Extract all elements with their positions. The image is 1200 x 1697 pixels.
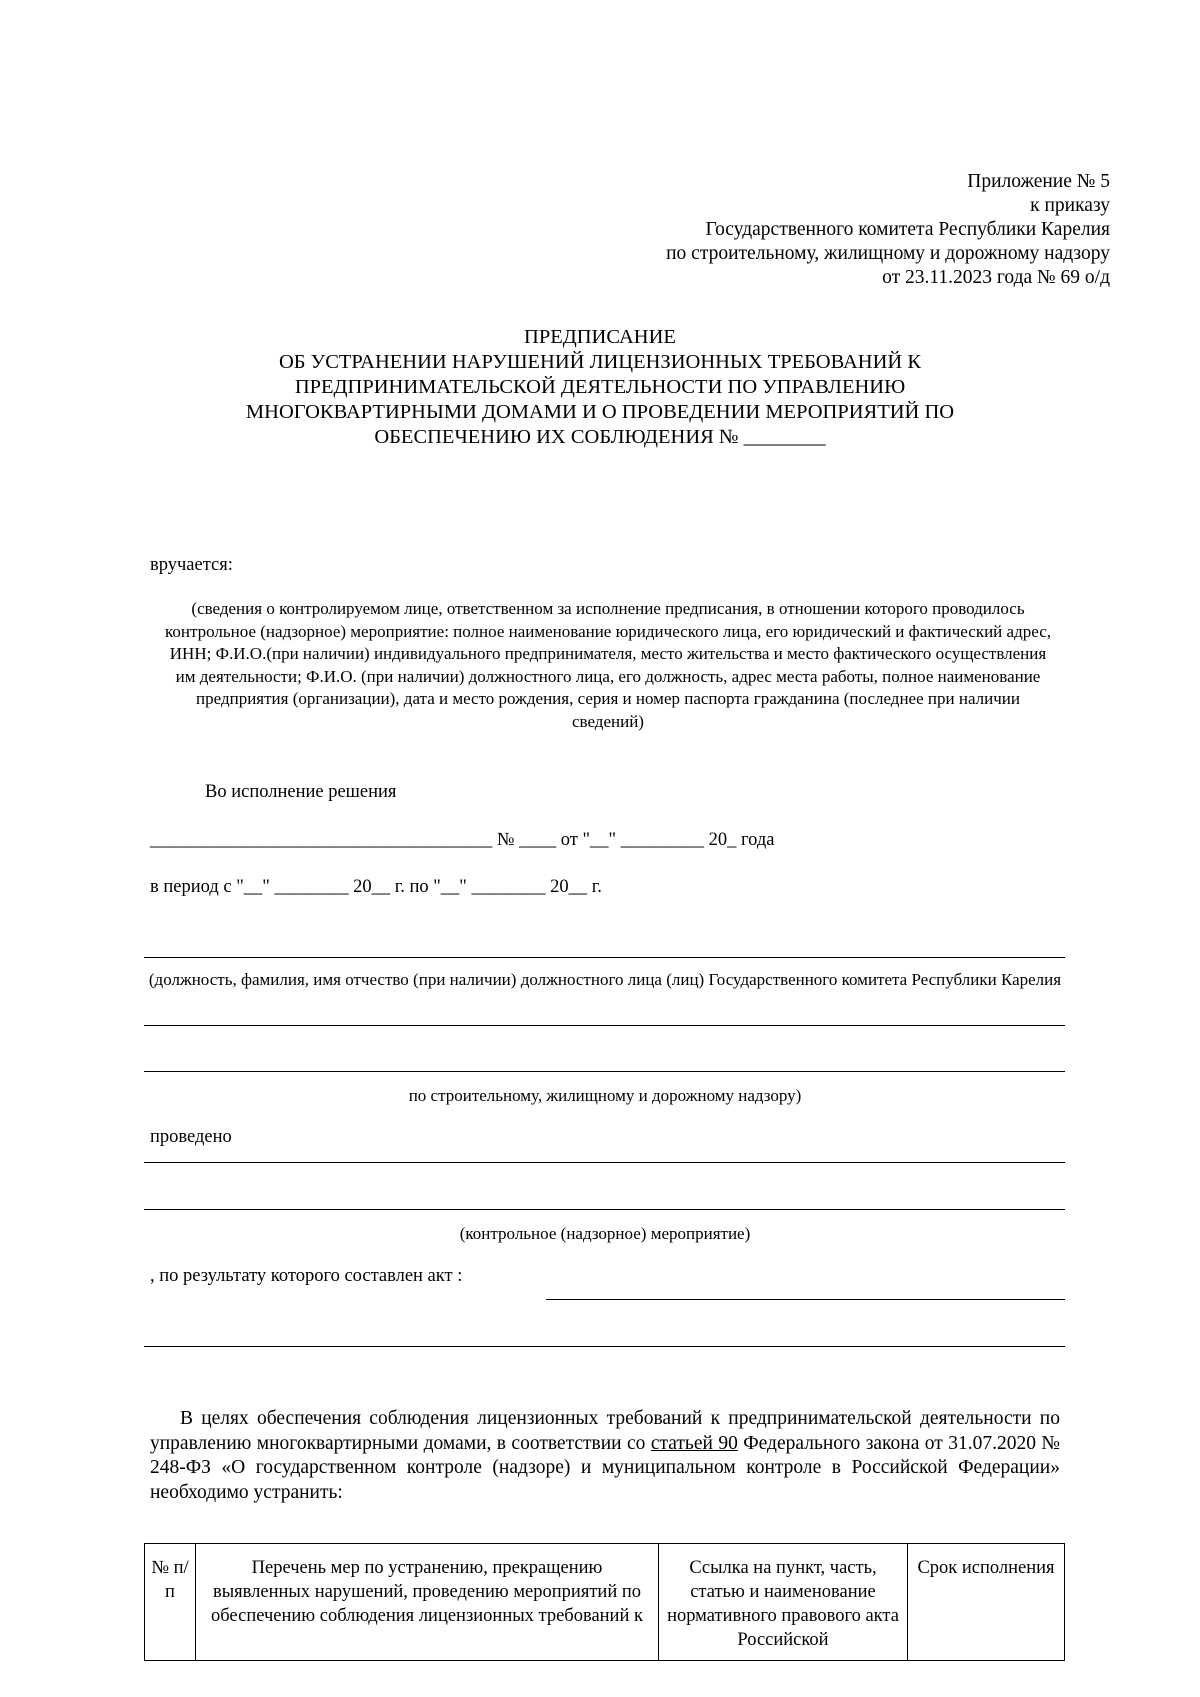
appendix-number: Приложение № 5 [967,171,1110,192]
delivered-label: вручается: [150,555,233,575]
officer-name-field-line-2[interactable] [144,1071,1065,1072]
col-deadline-header: Срок исполнения [908,1544,1065,1661]
article-90-link[interactable]: статьей 90 [650,1432,738,1454]
act-field-line-2[interactable] [144,1346,1065,1347]
paragraph-text-2: Федерального закона от 31.07.2020 № 248-ФЗ «О государственном контроле (надзоре) и муниципальном контроле в Российской Федерации» необходимо устранить: [150,1432,1060,1503]
officer-caption: (должность, фамилия, имя отчество (при наличии) должностного лица (лиц) Государственного комитета Республики Карелия [148,970,1062,989]
decision-intro: Во исполнение решения [205,782,397,802]
requirements-paragraph [150,1407,1060,1505]
act-field-line[interactable] [546,1299,1065,1300]
col-legal-reference-header: Ссылка на пункт, часть, статью и наименование нормативного правового акта Российской [659,1544,908,1661]
appendix-committee-scope: по строительному, жилищному и дорожному надзору [666,243,1110,264]
inspection-period-line[interactable]: в период с "__" ________ 20__ г. по "__" ________ 20__ г. [150,877,602,897]
col-measures-header: Перечень мер по устранению, прекращению выявленных нарушений, проведению мероприятий по обеспечению соблюдения лицензионных требований к [196,1544,659,1661]
appendix-order-date: от 23.11.2023 года № 69 о/д [882,267,1110,288]
conducted-field-line[interactable] [144,1162,1065,1163]
table-header-row [145,1544,1065,1661]
appendix-order-ref: к приказу [1030,195,1110,216]
prescription-number-field[interactable]: ________ [743,426,826,448]
col-number-header: № п/п [145,1544,196,1661]
title-line-5-text: ОБЕСПЕЧЕНИЮ ИХ СОБЛЮДЕНИЯ № [374,426,739,448]
officer-name-field-line[interactable] [144,957,1065,958]
decision-number-date-line[interactable]: _____________________________________ № ____ от "__" _________ 20_ года [150,830,775,850]
officer-caption-rule [144,1025,1065,1026]
appendix-committee: Государственного комитета Республики Карелия [705,219,1110,240]
title-line-3: ПРЕДПРИНИМАТЕЛЬСКОЙ ДЕЯТЕЛЬНОСТИ ПО УПРАВЛЕНИЮ [294,376,906,398]
conducted-label: проведено [150,1127,232,1147]
delivered-note: (сведения о контролируемом лице, ответственном за исполнение предписания, в отношении которого проводилось контрольное (надзорное) мероприятие: полное наименование юридического лица, его юридический и фактический адрес, ИНН; Ф.И.О.(при наличии) индивидуального предпринимателя, место жительства и место фактического осуществления им деятельности; Ф.И.О. (при наличии) должностного лица, его должность, адрес места работы, полное наименование предприятия (организации), дата и место рождения, серия и номер паспорта гражданина (последнее при наличии сведений) [165,599,1051,731]
title-line-4: МНОГОКВАРТИРНЫМИ ДОМАМИ И О ПРОВЕДЕНИИ МЕРОПРИЯТИЙ ПО [245,401,955,423]
requirements-table [144,1543,1065,1661]
paragraph-text-1: В целях обеспечения соблюдения лицензионных требований к предпринимательской деятельности по управлению многоквартирными домами, в соответствии со [150,1408,1060,1454]
document-title [150,325,1050,450]
act-label: , по результату которого составлен акт : [150,1266,463,1286]
title-line-1: ПРЕДПИСАНИЕ [524,326,676,348]
officer-caption-continued: по строительному, жилищному и дорожному надзору) [408,1086,802,1105]
title-line-5 [150,425,1050,450]
appendix-header [666,170,1110,290]
title-line-2: ОБ УСТРАНЕНИИ НАРУШЕНИЙ ЛИЦЕНЗИОННЫХ ТРЕБОВАНИЙ К [278,351,922,373]
conducted-field-line-2[interactable] [144,1209,1065,1210]
conducted-caption: (контрольное (надзорное) мероприятие) [459,1224,751,1243]
